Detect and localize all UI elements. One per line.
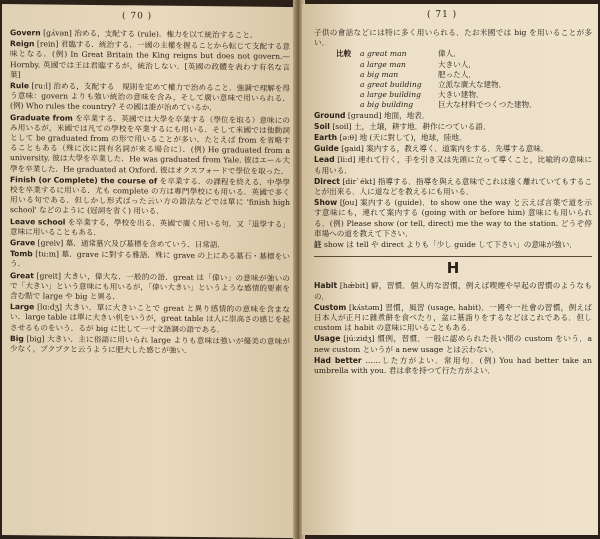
continued-text: 子供の會話などには特に多く用いられる．たお米國では big を用いることが多い． [314,28,592,48]
right-column [314,28,592,377]
entry-ground: Ground [graund] 地面，地表． [314,110,430,120]
entry-guide: Guide [gaid] 案内する，教え導く．道案内をする．先導する意味． [314,144,549,154]
comparison-row: a large building 大きい建物． [360,90,484,100]
entry-direct: Direct [dir`ékt] 指導する．指導を與える意味でこれは遠く離れていてもすることが出來る．人に道などを教えるにも用いる． [314,176,592,197]
entry-reign: Reign [rein] 君臨する．統治する．一國の主權を握ることから転じて支配する意味となる．(例) In Great Britain the King reigns but does not govern.—Hornby. 英國では王は君臨するが，統治しない．[英國の政體を表わす有名な言葉] [10,39,290,80]
entry-custom: Custom [kʌ́stəm] 習慣，風習 (usage, habit)．一國や一社會の習慣，例えば日本人が正月に雜煮餅を食べたり，盆に墓詣りをするなどはこれである．但し custom は habit の意味に用いることもある． [314,302,592,333]
entry-show: Show [ʃou] 案内する (guide)．to show one the way と云えば言葉で道を示す意味にも，連れて案内する (going with or before him) 意味にも用いられる．(例) Please show (or tell, direct) me the way to the station. どうぞ停車場への道を教えて下さい． [314,198,592,238]
entry-finish-course: Finish (or Complete) the course of を卒業する．の課程を終える．中學學校を卒業するに用いる．尤も complete の方は專門學校にも用いる．英國で多く用いる句である．但しかし形式ばった云い方の語法などでは單に 'finish high school' などのように (冠詞を省く) 用いる． [10,174,290,217]
entry-tomb: Tomb [tu:m] 墓．grave に對する雅語．殊に grave の上にある墓石・墓標をいう． [10,249,291,269]
comparison-block [336,49,592,110]
comparison-row: a big building 巨大な材料でつくつた建物． [360,100,537,110]
page-number-right: ( 71 ) [427,10,458,20]
entry-big: Big [big] 大きい．主に俗語に用いられ large よりも意味は強いが優美の意味が少なく，ブクブクと云うように肥大した感じが強い． [10,333,290,356]
entry-govern: Govern [gʌ́vən] 治める，支配する (rule)．権力を以て統治すること． [10,28,258,40]
comparison-row: a big man 肥った人． [360,69,476,79]
entry-habit: Habit [hǽbit] 癖，習慣．個人的な習慣，例えば喫煙や早起の習慣のようなもの． [314,281,592,301]
left-column [10,28,290,358]
entry-graduate-from: Graduate from を卒業する．英國では大學を卒業する（學位を取る）意味にのみ用いるが，米國では凡ての學校を卒業するにも用いる．そして米國では他動詞として be graduated from の形で用いることが多い．たとえば from を省略することもある（殊に次に固有名詞が來る場合に）．(例) He graduated from a university. 彼は大學を卒業した．He was graduated from Yale. 彼はエール大學を卒業した．He graduated at Oxford. 彼はオクスフォードで學位を取った． [10,112,290,176]
section-letter: H [446,259,460,278]
entry-rule: Rule [ru:l] 治める，支配する 規則を定めて權力で治めること．強調で理解を得う意味：govern よりも強い統治の意味を含み，そして廣い意味で用いられる．(例) Who rules the country? その國は誰が治めているか． [10,81,291,113]
page-number-left: ( 70 ) [122,11,153,22]
left-page [2,4,296,538]
comparison-row: 比較 a great man 偉人． [336,49,461,59]
entry-usage: Usage [jú:zidʒ] 慣例，習慣．一般に認められた長い間の custom をいう．a new custom というが a new usage とは云わない． [314,334,592,354]
comparison-row: a large man 大きい人． [360,59,476,69]
entry-grave: Grave [greiv] 墓．通常墓穴及び墓標を含めていう．日常語． [10,238,226,250]
entry-large: Large [lɑ:dʒ] 大きい．單に大きいことで great と異り感情的の意味を含まない．large table は單に大きい机をいうが，great table は人に崇高さの感じを起させるものをいう．るが big に比して一寸文語調の語である． [10,302,290,335]
usage-note: 註 show は tell や direct よりも「少し guide して下さい」の意味が強い． [314,240,577,250]
entry-earth: Earth [ə:θ] 地 (天に對して)，地球，陸地． [314,133,467,143]
entry-lead: Lead [li:d] 連れて行く，手を引き又は先頭に立って導くこと，比喩的の意味にも用いる． [314,155,592,175]
section-divider [314,256,592,257]
right-page [302,4,598,535]
entry-leave-school: Leave school を卒業する，學校を出る．英國で廣く用いる句．又「退學する」意味に用いることもある． [10,216,290,237]
entry-great: Great [greit] 大きい，偉大な．一般的の語．great は「偉い」の意味が強いので「大きい」という意味にも用いるが，「偉い大きい」というような感情的要素を含む點で large や big と異る． [10,270,290,302]
entry-soil: Soil [soil] 土，土壌，耕す地．耕作につている語． [314,121,491,131]
entry-had-better: Had better ……した方がよい．常用句．(例) You had better take an umbrella with you. 君は傘を持つて行た方がよい． [314,355,593,376]
comparison-row: a great building 立派な廣大な建物． [360,80,507,90]
